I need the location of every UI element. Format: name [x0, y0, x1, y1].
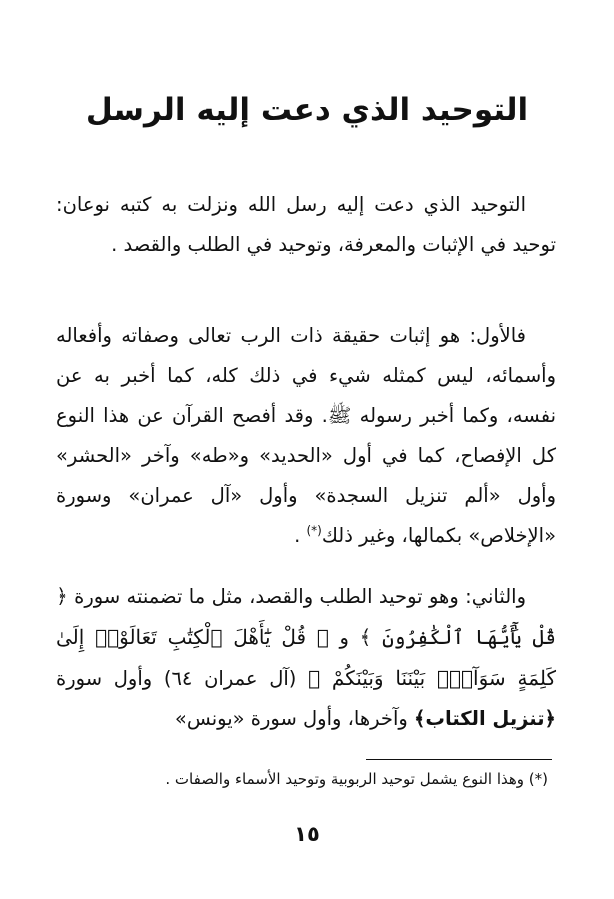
verse-reference: (آل عمران ٦٤) وأول سورة	[56, 667, 309, 690]
page-number: ١٥	[294, 822, 320, 846]
paragraph-3-intro: والثاني: وهو توحيد الطلب والقصد، مثل ما تضمنته سورة	[67, 585, 526, 608]
paragraph-3	[56, 576, 556, 739]
paragraph-2-text: فالأول: هو إثبات حقيقة ذات الرب تعالى وصفاته وأفعاله وأسمائه، ليس كمثله شيء في ذلك كله، كما أخبر به عن نفسه، وكما أخبر رسوله ﷺ. وقد أفصح القرآن عن هذا النوع كل الإفصاح، كما في أول «الحديد» و«طه» وآخر «الحشر» وأول «ألم تنزيل السجدة» وأول «آل عمران» وسورة «الإخلاص» بكمالها، وغير ذلك	[56, 324, 556, 547]
surah-tanzil-al-kitab: ﴿تنزيل الكتاب﴾	[413, 707, 556, 730]
footnote-marker: (*)	[306, 523, 322, 538]
footnote: (*) وهذا النوع يشمل توحيد الربوبية وتوحيد الأسماء والصفات .	[165, 770, 548, 788]
footnote-divider	[366, 759, 552, 760]
paragraph-2-body	[56, 316, 556, 556]
page-title: التوحيد الذي دعت إليه الرسل	[85, 92, 529, 128]
paragraph-2-end: .	[294, 524, 307, 547]
quran-verse-ahl-al-kitab: ﴿ قُلْ يَٰٓأَهْلَ ٱلْكِتَٰبِ تَعَالَوْا۟ إِلَىٰ كَلِمَةٍ سَوَآءٍۭ بَيْنَنَا وَبَيْنَكُمْ ﴾	[56, 625, 556, 690]
paragraph-3-body	[56, 576, 556, 739]
paragraph-1	[56, 185, 556, 265]
paragraph-3-tail: وآخرها، وأول سورة «يونس»	[174, 707, 414, 730]
paragraph-3-conjunction: و	[328, 626, 360, 649]
quran-verse-kafirun: ﴿ قُلْ يَٰٓأَيُّهَا ٱلْكَٰفِرُونَ ﴾	[56, 584, 556, 649]
paragraph-1-text: التوحيد الذي دعت إليه رسل الله ونزلت به كتبه نوعان: توحيد في الإثبات والمعرفة، وتوحيد في الطلب والقصد .	[56, 193, 556, 256]
paragraph-2	[56, 316, 556, 556]
